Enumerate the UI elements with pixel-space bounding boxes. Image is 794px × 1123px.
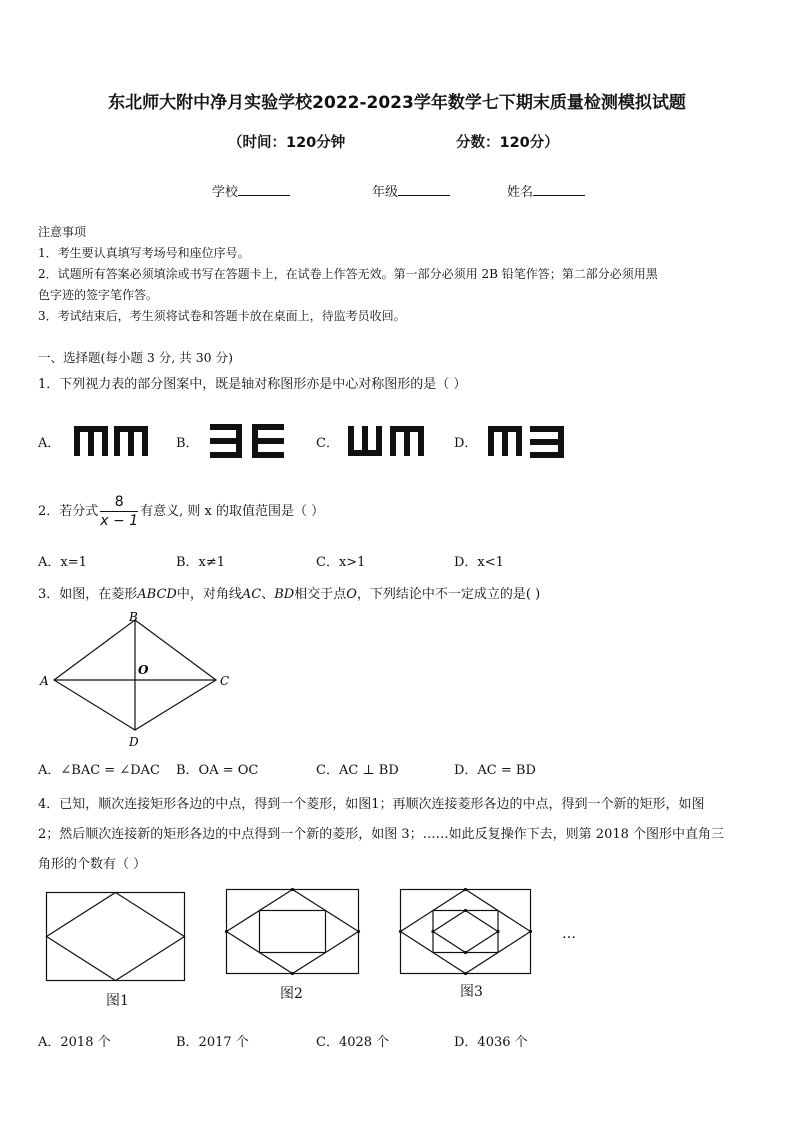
q1-glyph-a xyxy=(74,424,148,458)
fig3-inner-rhombus xyxy=(433,911,498,953)
point-d-label: D xyxy=(129,735,139,749)
q2-post: 有意义, 则 x 的取值范围是（ ） xyxy=(140,504,325,519)
q2-option-a[interactable]: A．x=1 xyxy=(38,555,87,570)
point-o-label: O xyxy=(138,663,149,677)
q4-option-d[interactable]: D．4036 个 xyxy=(454,1035,528,1050)
fig2-rhombus xyxy=(227,890,359,974)
q1-glyph-d xyxy=(488,424,564,458)
exam-title: 东北师大附中净月实验学校2022-2023学年数学七下期末质量检测模拟试题 xyxy=(108,93,686,113)
q2-numerator: 8 xyxy=(100,493,138,512)
q3-math: BD xyxy=(274,587,295,602)
q1-label-b: B． xyxy=(176,436,199,451)
q3-text: 3．如图，在菱形 xyxy=(38,587,138,602)
figure-2-caption: 图2 xyxy=(280,986,303,1002)
q2-stem xyxy=(38,493,324,530)
q2-pre: 2．若分式 xyxy=(38,504,99,519)
q1-stem: 1．下列视力表的部分图案中，既是轴对称图形亦是中心对称图形的是（ ） xyxy=(38,377,467,392)
q4-line: 2；然后顺次连接新的矩形各边的中点得到一个新的菱形，如图 3；……如此反复操作下去，则第 2018 个图形中直角三 xyxy=(38,827,725,842)
figure-1-caption: 图1 xyxy=(106,993,129,1009)
q3-math: ABCD xyxy=(137,587,177,602)
fig2-inner-rectangle xyxy=(260,911,326,953)
name-blank[interactable] xyxy=(533,183,585,196)
q3-math: O xyxy=(346,587,357,602)
school-field[interactable] xyxy=(212,181,290,200)
q1-glyph-b xyxy=(210,424,284,458)
q3-option-c[interactable]: C．AC ⊥ BD xyxy=(316,763,399,778)
q3-text: 、 xyxy=(261,587,275,602)
q3-text: ，下列结论中不一定成立的是( ) xyxy=(356,587,541,602)
fig3-rectangle xyxy=(401,890,531,974)
fig3-rhombus xyxy=(401,890,531,974)
notes-heading: 注意事项 xyxy=(38,225,87,239)
q3-text: 中，对角线 xyxy=(176,587,242,602)
exam-time: （时间：120分钟 xyxy=(228,135,346,151)
point-a-label: A xyxy=(40,674,49,688)
q4-stem xyxy=(38,790,724,880)
q4-line: 角形的个数有（ ） xyxy=(38,857,147,872)
note-item: 色字迹的签字笔作答。 xyxy=(38,288,159,302)
q4-option-c[interactable]: C．4028 个 xyxy=(316,1035,390,1050)
name-label: 姓名 xyxy=(507,185,534,200)
q2-option-c[interactable]: C．x>1 xyxy=(316,555,366,570)
note-item: 2．试题所有答案必须填涂或书写在答题卡上，在试卷上作答无效。第一部分必须用 2B 铅笔作答；第二部分必须用黑 xyxy=(38,267,658,281)
q2-option-b[interactable]: B．x≠1 xyxy=(176,555,226,570)
q3-text: 相交于点 xyxy=(294,587,347,602)
q4-line: 4．已知，顺次连接矩形各边的中点，得到一个菱形，如图1；再顺次连接菱形各边的中点，得到一个新的矩形，如图 xyxy=(38,797,705,812)
note-item: 3．考试结束后，考生须将试卷和答题卡放在桌面上，待监考员收回。 xyxy=(38,309,406,323)
q4-figure-2 xyxy=(226,889,360,975)
figure-ellipsis: … xyxy=(562,926,576,942)
grade-label: 年级 xyxy=(372,185,399,200)
q4-figure-3 xyxy=(400,889,532,975)
name-field[interactable] xyxy=(507,181,585,200)
q3-option-d[interactable]: D．AC = BD xyxy=(454,763,536,778)
note-item: 1．考生要认真填写考场号和座位序号。 xyxy=(38,246,250,260)
q4-figure-1 xyxy=(46,892,186,982)
q1-glyph-c xyxy=(348,424,424,458)
grade-blank[interactable] xyxy=(398,183,450,196)
q2-option-d[interactable]: D．x<1 xyxy=(454,555,504,570)
q3-option-a[interactable]: A．∠BAC = ∠DAC xyxy=(38,763,160,778)
q3-stem xyxy=(38,583,540,602)
point-b-label: B xyxy=(129,610,138,624)
q1-label-a: A． xyxy=(38,436,61,451)
q4-option-b[interactable]: B．2017 个 xyxy=(176,1035,249,1050)
section-heading: 一、选择题(每小题 3 分, 共 30 分) xyxy=(38,350,233,365)
fig1-rhombus xyxy=(47,893,185,981)
fig2-rectangle xyxy=(227,890,359,974)
fig1-rectangle xyxy=(47,893,185,981)
fig3-inner-rectangle xyxy=(433,911,498,953)
q4-option-a[interactable]: A．2018 个 xyxy=(38,1035,111,1050)
q1-label-c: C． xyxy=(316,436,339,451)
q3-math: AC xyxy=(241,587,262,602)
notes-block xyxy=(38,222,658,327)
point-c-label: C xyxy=(220,674,230,688)
q2-fraction xyxy=(100,493,138,530)
exam-score: 分数：120分） xyxy=(456,135,559,151)
school-label: 学校 xyxy=(212,185,239,200)
figure-3-caption: 图3 xyxy=(460,984,483,1000)
q3-option-b[interactable]: B．OA = OC xyxy=(176,763,259,778)
q3-rhombus-figure xyxy=(38,610,238,750)
grade-field[interactable] xyxy=(372,181,450,200)
q2-denominator: x − 1 xyxy=(100,513,139,529)
q1-label-d: D． xyxy=(454,436,478,451)
school-blank[interactable] xyxy=(238,183,290,196)
